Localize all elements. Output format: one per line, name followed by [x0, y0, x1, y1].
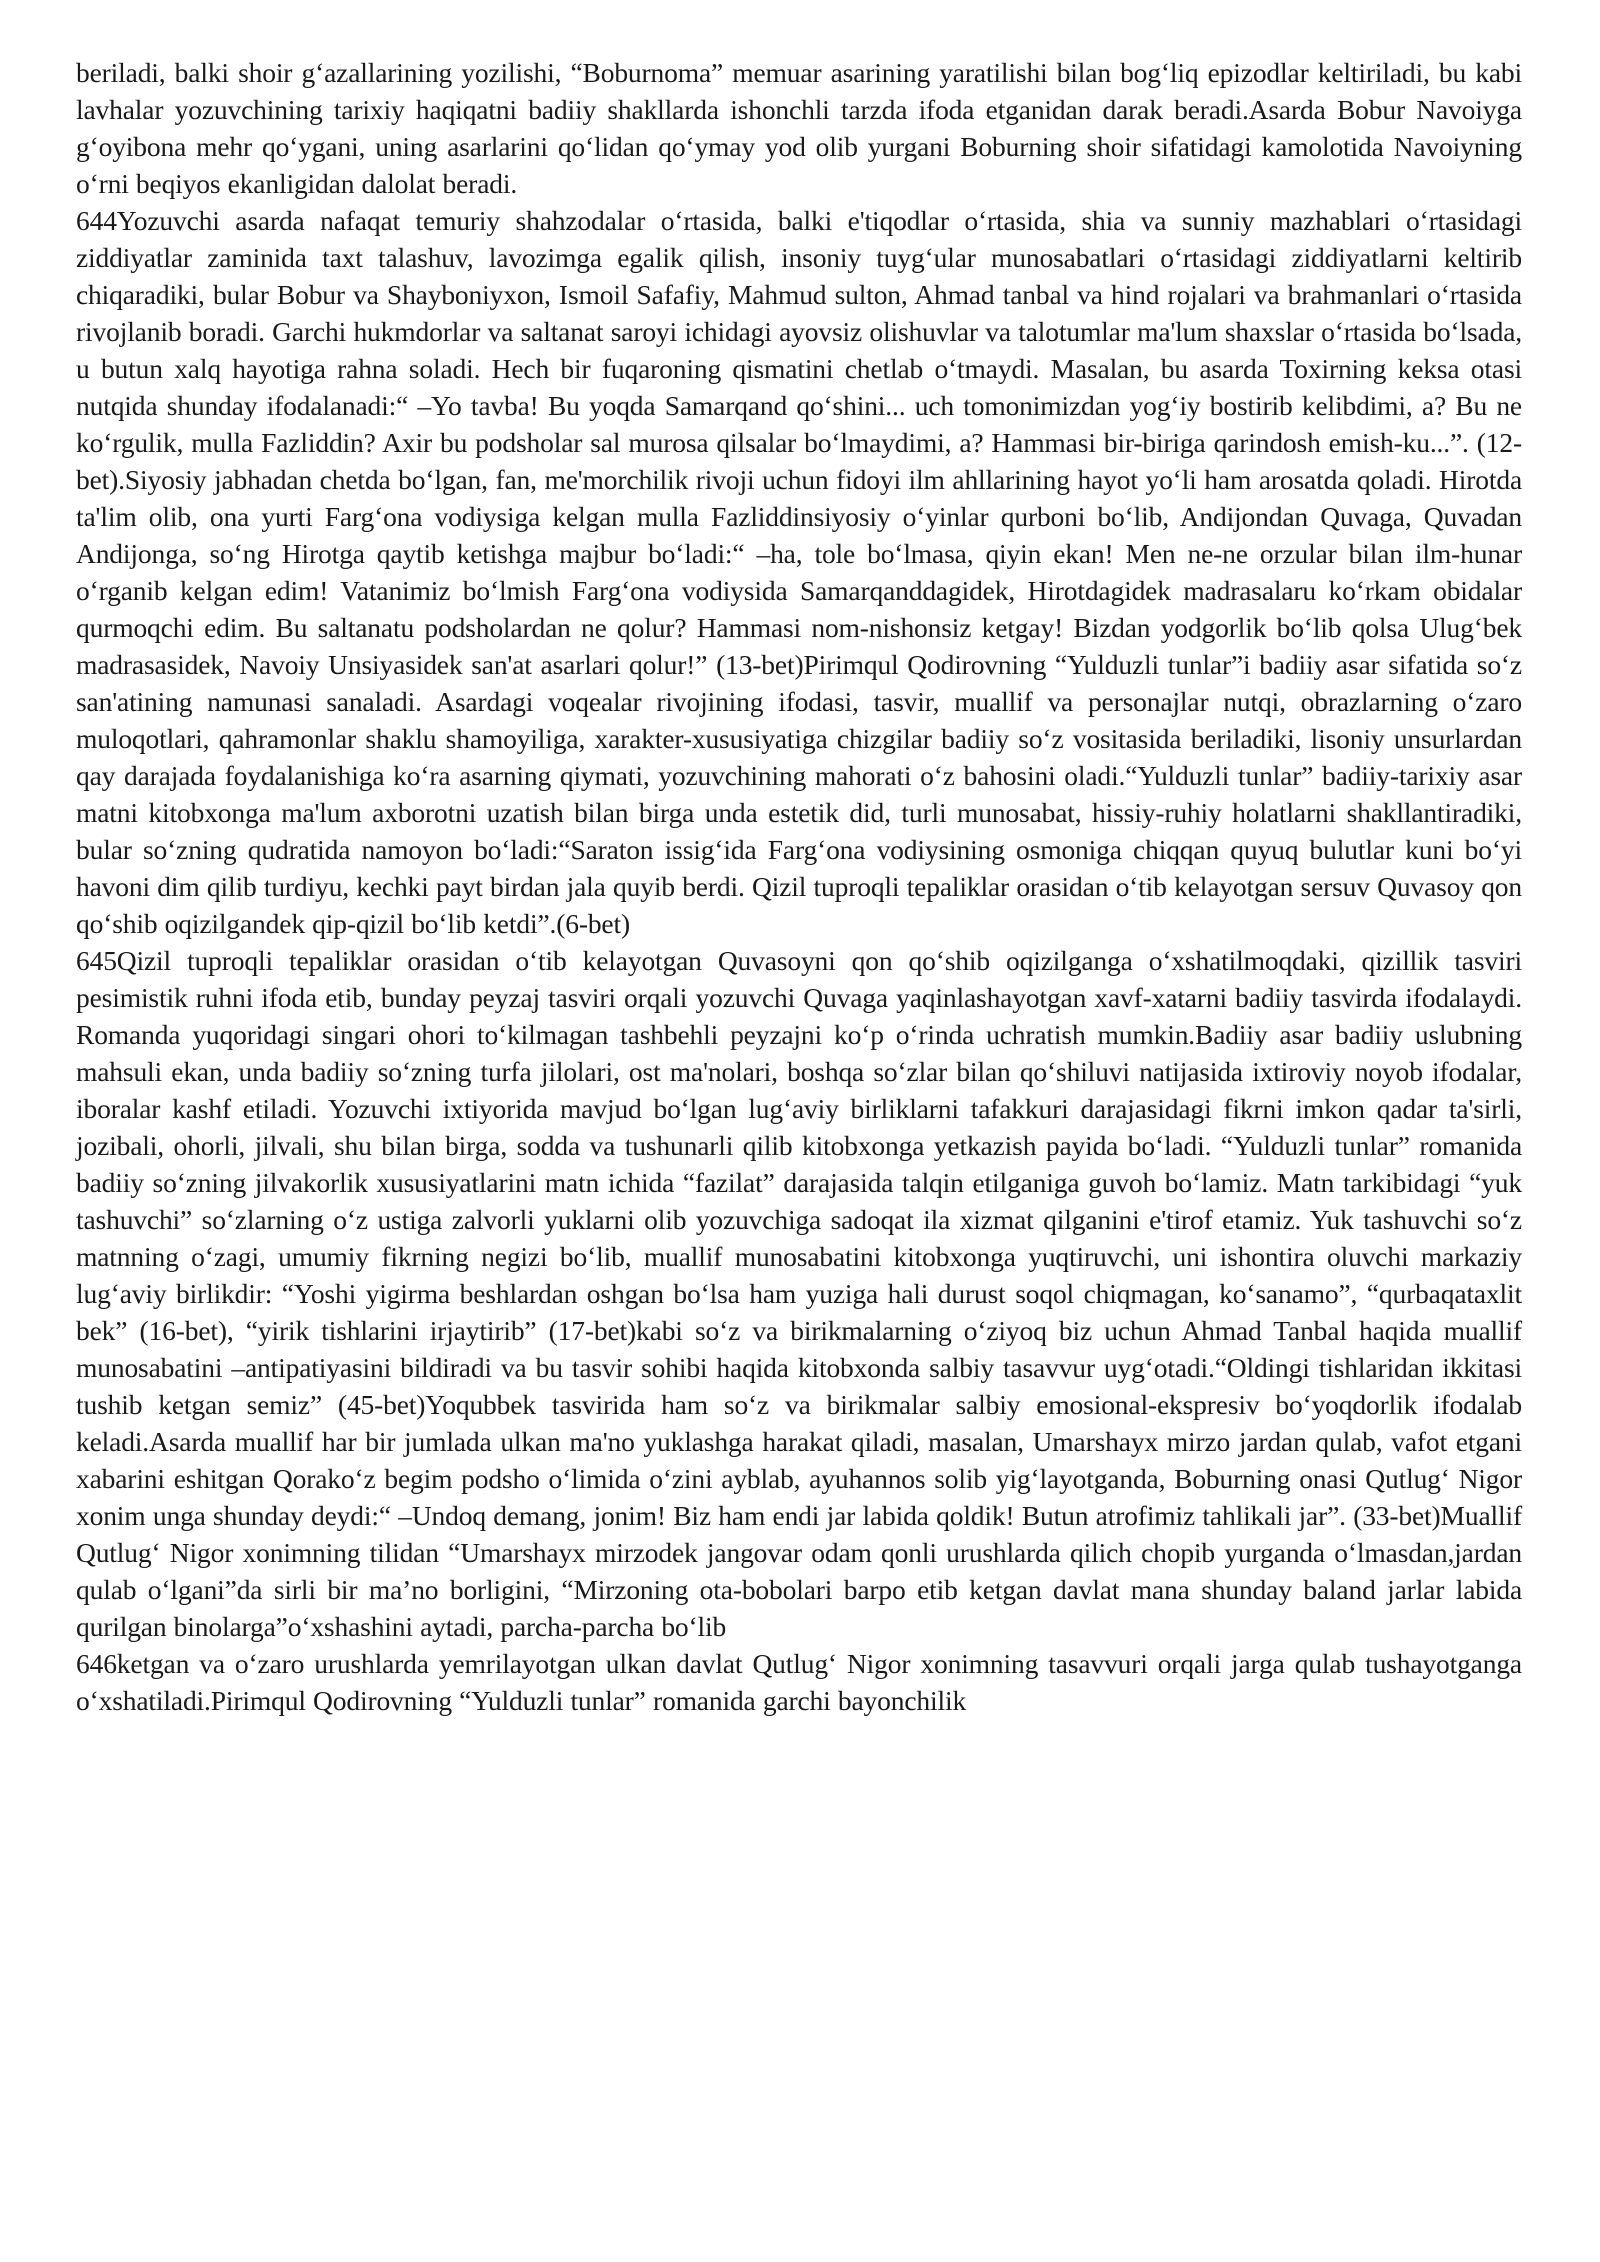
paragraph-644: 644Yozuvchi asarda nafaqat temuriy shahzodalar o‘rtasida, balki e'tiqodlar o‘rtasida, shia va sunniy mazhablari o‘rtasidagi ziddiyatlar zaminida taxt talashuv, lavozimga egalik qilish, insoniy tuyg‘ular munosabatlari o‘rtasidagi ziddiyatlarni keltirib chiqaradiki, bular Bobur va Shayboniyxon, Ismoil Safafiy, Mahmud sulton, Ahmad tanbal va hind rojalari va brahmanlari o‘rtasida rivojlanib boradi. Garchi hukmdorlar va saltanat saroyi ichidagi ayovsiz olishuvlar va talotumlar ma'lum shaxslar o‘rtasida bo‘lsada, u butun xalq hayotiga rahna soladi. Hech bir fuqaroning qismatini chetlab o‘tmaydi. Masalan, bu asarda Toxirning keksa otasi nutqida shunday ifodalanadi:“ –Yo tavba! Bu yoqda Samarqand qo‘shini... uch tomonimizdan yog‘iy bostirib kelibdimi, a? Bu ne ko‘rgulik, mulla Fazliddin? Axir bu podsholar sal murosa qilsalar bo‘lmaydimi, a? Hammasi bir-biriga qarindosh emish-ku...”. (12-bet).Siyosiy jabhadan chetda bo‘lgan, fan, me'morchilik rivoji uchun fidoyi ilm ahllarining hayot yo‘li ham arosatda qoladi. Hirotda ta'lim olib, ona yurti Farg‘ona vodiysiga kelgan mulla Fazliddinsiyosiy o‘yinlar qurboni bo‘lib, Andijondan Quvaga, Quvadan Andijonga, so‘ng Hirotga qaytib ketishga majbur bo‘ladi:“ –ha, tole bo‘lmasa, qiyin ekan! Men ne-ne orzular bilan ilm-hunar o‘rganib kelgan edim! Vatanimiz bo‘lmish Farg‘ona vodiysida Samarqanddagidek, Hirotdagidek madrasalaru ko‘rkam obidalar qurmoqchi edim. Bu saltanatu podsholardan ne qolur? Hammasi nom-nishonsiz ketgay! Bizdan yodgorlik bo‘lib qolsa Ulug‘bek madrasasidek, Navoiy Unsiyasidek san'at asarlari qolur!” (13-bet)Pirimqul Qodirovning “Yulduzli tunlar”i badiiy asar sifatida so‘z san'atining namunasi sanaladi. Asardagi voqealar rivojining ifodasi, tasvir, muallif va personajlar nutqi, obrazlarning o‘zaro muloqotlari, qahramonlar shaklu shamoyiliga, xarakter-xususiyatiga chizgilar badiiy so‘z vositasida beriladiki, lisoniy unsurlardan qay darajada foydalanishiga ko‘ra asarning qiymati, yozuvchining mahorati o‘z bahosini oladi.“Yulduzli tunlar” badiiy-tarixiy asar matni kitobxonga ma'lum axborotni uzatish bilan birga unda estetik did, turli munosabat, hissiy-ruhiy holatlarni shakllantiradiki, bular so‘zning qudratida namoyon bo‘ladi:“Saraton issig‘ida Farg‘ona vodiysining osmoniga chiqqan quyuq bulutlar kuni bo‘yi havoni dim qilib turdiyu, kechki payt birdan jala quyib berdi. Qizil tuproqli tepaliklar orasidan o‘tib kelayotgan sersuv Quvasoy qon qo‘shib oqizilgandek qip-qizil bo‘lib ketdi”.(6-bet) — [76, 205, 1522, 939]
document-page — [76, 54, 1522, 1719]
paragraph-intro: beriladi, balki shoir g‘azallarining yozilishi, “Boburnoma” memuar asarining yaratilishi bilan bog‘liq epizodlar keltiriladi, bu kabi lavhalar yozuvchining tarixiy haqiqatni badiiy shakllarda ishonchli tarzda ifoda etganidan darak beradi.Asarda Bobur Navoiyga g‘oyibona mehr qo‘ygani, uning asarlarini qo‘lidan qo‘ymay yod olib yurgani Boburning shoir sifatidagi kamolotida Navoiyning o‘rni beqiyos ekanligidan dalolat beradi. — [76, 57, 1522, 199]
paragraph-646: 646ketgan va o‘zaro urushlarda yemrilayotgan ulkan davlat Qutlug‘ Nigor xonimning tasavvuri orqali jarga qulab tushayotganga o‘xshatiladi.Pirimqul Qodirovning “Yulduzli tunlar” romanida garchi bayonchilik — [76, 1648, 1522, 1716]
paragraph-645: 645Qizil tuproqli tepaliklar orasidan o‘tib kelayotgan Quvasoyni qon qo‘shib oqizilganga o‘xshatilmoqdaki, qizillik tasviri pesimistik ruhni ifoda etib, bunday peyzaj tasviri orqali yozuvchi Quvaga yaqinlashayotgan xavf-xatarni badiiy tasvirda ifodalaydi. Romanda yuqoridagi singari ohori to‘kilmagan tashbehli peyzajni ko‘p o‘rinda uchratish mumkin.Badiiy asar badiiy uslubning mahsuli ekan, unda badiiy so‘zning turfa jilolari, ost ma'nolari, boshqa so‘zlar bilan qo‘shiluvi natijasida ixtiroviy noyob ifodalar, iboralar kashf etiladi. Yozuvchi ixtiyorida mavjud bo‘lgan lug‘aviy birliklarni tafakkuri darajasidagi fikrni imkon qadar ta'sirli, jozibali, ohorli, jilvali, shu bilan birga, sodda va tushunarli qilib kitobxonga yetkazish payida bo‘ladi. “Yulduzli tunlar” romanida badiiy so‘zning jilvakorlik xususiyatlarini matn ichida “fazilat” darajasida talqin etilganiga guvoh bo‘lamiz. Matn tarkibidagi “yuk tashuvchi” so‘zlarning o‘z ustiga zalvorli yuklarni olib yozuvchiga sadoqat ila xizmat qilganini e'tirof etamiz. Yuk tashuvchi so‘z matnning o‘zagi, umumiy fikrning negizi bo‘lib, muallif munosabatini kitobxonga yuqtiruvchi, uni ishontira oluvchi markaziy lug‘aviy birlikdir: “Yoshi yigirma beshlardan oshgan bo‘lsa ham yuziga hali durust soqol chiqmagan, ko‘sanamo”, “qurbaqataxlit bek” (16-bet), “yirik tishlarini irjaytirib” (17-bet)kabi so‘z va birikmalarning o‘ziyoq biz uchun Ahmad Tanbal haqida muallif munosabatini –antipatiyasini bildiradi va bu tasvir sohibi haqida kitobxonda salbiy tasavvur uyg‘otadi.“Oldingi tishlaridan ikkitasi tushib ketgan semiz” (45-bet)Yoqubbek tasvirida ham so‘z va birikmalar salbiy emosional-ekspresiv bo‘yoqdorlik ifodalab keladi.Asarda muallif har bir jumlada ulkan ma'no yuklashga harakat qiladi, masalan, Umarshayx mirzo jardan qulab, vafot etgani xabarini eshitgan Qorako‘z begim podsho o‘limida o‘zini ayblab, ayuhannos solib yig‘layotganda, Boburning onasi Qutlug‘ Nigor xonim unga shunday deydi:“ –Undoq demang, jonim! Biz ham endi jar labida qoldik! Butun atrofimiz tahlikali jar”. (33-bet)Muallif Qutlug‘ Nigor xonimning tilidan “Umarshayx mirzodek jangovar odam qonli urushlarda qilich chopib yurganda o‘lmasdan,jardan qulab o‘lgani”da sirli bir ma’no borligini, “Mirzoning ota-bobolari barpo etib ketgan davlat mana shunday baland jarlar labida qurilgan binolarga”o‘xshashini aytadi, parcha-parcha bo‘lib — [76, 945, 1522, 1642]
